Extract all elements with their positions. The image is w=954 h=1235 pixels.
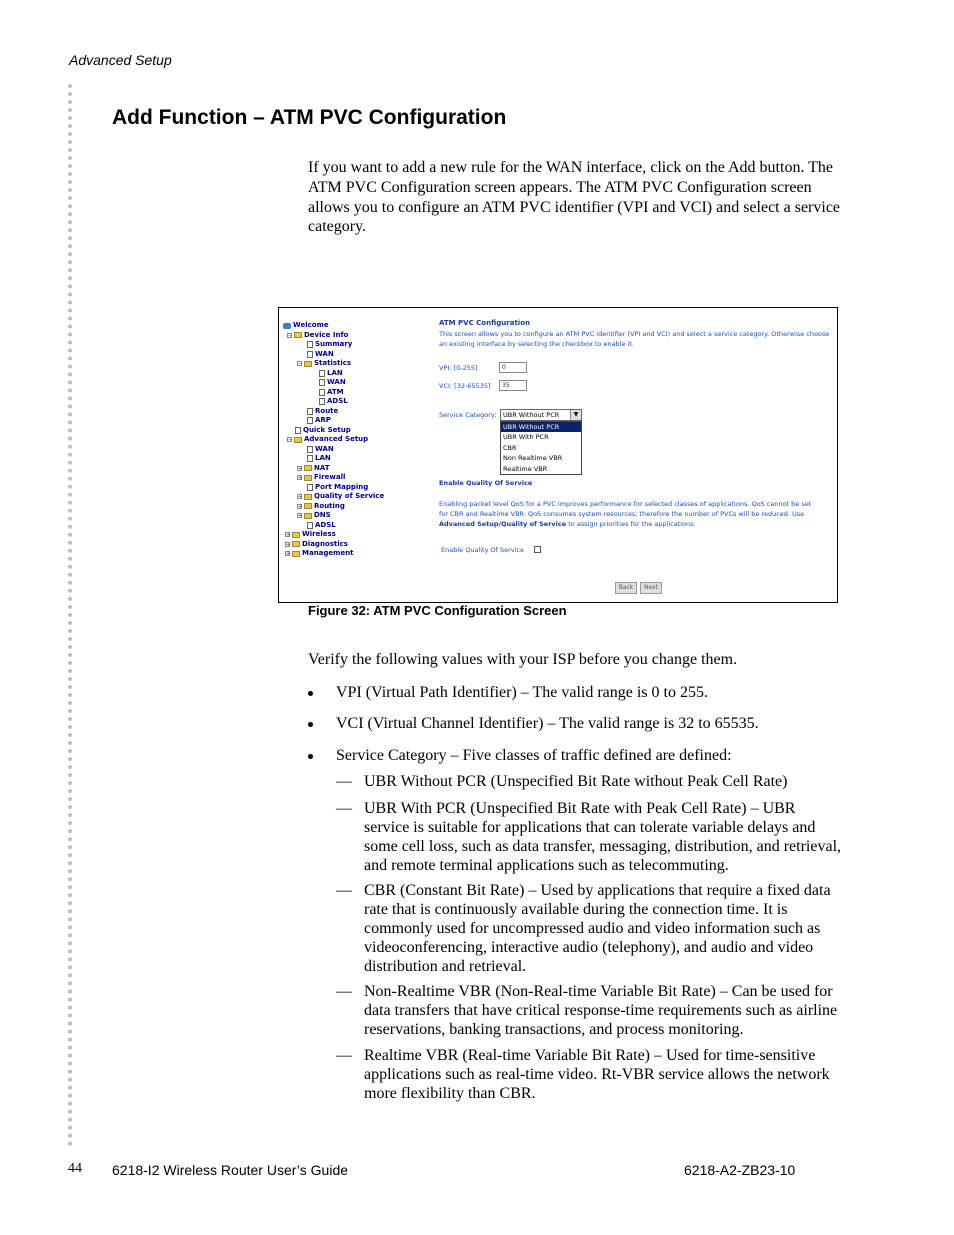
qos-checkbox[interactable]: [534, 546, 541, 553]
qos-settings-link[interactable]: Advanced Setup/Quality of Service: [439, 520, 567, 528]
running-head: Advanced Setup: [69, 52, 172, 68]
expand-icon[interactable]: +: [298, 503, 303, 510]
folder-icon: [304, 503, 312, 509]
footer-guide-title: 6218-I2 Wireless Router User’s Guide: [112, 1162, 349, 1178]
option-realtime-vbr[interactable]: Realtime VBR: [503, 464, 548, 473]
sub-item-text: Realtime VBR (Real-time Variable Bit Rate) – Used for time-sensitive applications such as real-time video. Rt-VBR service allows the network more flexibility than CBR.: [364, 1047, 830, 1102]
folder-icon: [304, 513, 312, 519]
collapse-icon[interactable]: −: [288, 332, 293, 339]
config-description: This screen allows you to configure an ATM PVC identifier (VPI and VCI) and select a service category. Otherwise choose an existing interface by selecting the checkbox to enable it.: [439, 330, 830, 348]
vci-label: VCI: [32-65535]: [439, 382, 491, 390]
sub-item-text: CBR (Constant Bit Rate) – Used by applications that require a fixed data rate that is continuously available during the connection time. It is commonly used for uncompressed audio and video information such as videoconferencing, interactive audio (telephony), and audio and video distribution and retrieval.: [364, 882, 831, 975]
service-category-select[interactable]: [500, 409, 582, 421]
globe-icon: [283, 323, 291, 329]
page-icon: [307, 446, 313, 453]
tree-item-welcome[interactable]: Welcome: [283, 321, 329, 330]
qos-text-2: for CBR and Realtime VBR. QoS consumes system resources; therefore the number of PVCs will be reduced. Use: [439, 510, 805, 518]
service-category-options: [500, 421, 582, 475]
qos-text-3-line: [439, 520, 696, 528]
tree-item-device-info[interactable]: − Device Info: [288, 330, 349, 339]
expand-icon[interactable]: +: [298, 494, 303, 500]
tree-item-adv-adsl[interactable]: ADSL: [307, 521, 336, 530]
bullet-dot: [308, 691, 313, 696]
page-icon: [319, 370, 325, 377]
option-ubr-with-pcr[interactable]: UBR With PCR: [503, 433, 549, 442]
tree-item-adv-wan[interactable]: WAN: [307, 445, 334, 454]
tree-item-wireless[interactable]: + Wireless: [286, 530, 336, 538]
collapse-icon[interactable]: −: [298, 361, 303, 367]
page-icon: [307, 484, 313, 491]
folder-icon: [294, 332, 302, 338]
tree-item-statistics[interactable]: − Statistics: [298, 359, 352, 367]
section-title: Add Function – ATM PVC Configuration: [112, 106, 507, 129]
tree-item-routing[interactable]: + Routing: [298, 501, 345, 510]
page-icon: [319, 389, 325, 396]
expand-icon[interactable]: +: [298, 513, 303, 519]
vpi-input[interactable]: 0: [499, 362, 527, 373]
qos-checkbox-label: Enable Quality Of Service: [441, 546, 524, 554]
sub-item-text: Non-Realtime VBR (Non-Real-time Variable Bit Rate) – Can be used for data transfers that have critical response-time requirements such as airline reservations, banking transactions, and process monitoring.: [364, 983, 838, 1038]
qos-text-1: Enabling packet level QoS for a PVC improves performance for selected classes of applications. QoS cannot be set: [439, 500, 812, 508]
tree-item-advanced-setup[interactable]: − Advanced Setup: [288, 435, 369, 443]
back-button[interactable]: Back: [615, 582, 637, 594]
expand-icon[interactable]: +: [298, 475, 303, 481]
bullet-text: Service Category – Five classes of traffic defined are defined:: [336, 747, 732, 764]
tree-item-stats-lan[interactable]: LAN: [319, 369, 343, 378]
page-icon: [295, 427, 301, 434]
tree-item-quick-setup[interactable]: Quick Setup: [295, 426, 351, 435]
page-icon: [307, 417, 313, 424]
folder-icon: [292, 551, 300, 557]
folder-icon: [292, 532, 300, 538]
bullet-text: VCI (Virtual Channel Identifier) – The valid range is 32 to 65535.: [336, 715, 759, 732]
qos-text-3: to assign priorities for the applications.: [566, 520, 696, 528]
option-non-realtime-vbr[interactable]: Non Realtime VBR: [503, 454, 563, 463]
intro-paragraph: If you want to add a new rule for the WAN interface, click on the Add button. The ATM PVC Configuration screen appears. The ATM PVC Configuration screen allows you to configure an ATM PVC identifier (VPI and VCI) and select a service category.: [308, 159, 841, 236]
tree-item-stats-atm[interactable]: ATM: [319, 388, 344, 397]
page-number: 44: [68, 1161, 82, 1176]
expand-icon[interactable]: +: [298, 465, 303, 472]
page-icon: [319, 398, 325, 405]
tree-item-summary[interactable]: Summary: [307, 340, 352, 349]
folder-icon: [304, 494, 312, 500]
nav-tree: [283, 321, 433, 591]
next-button[interactable]: Next: [640, 582, 662, 594]
page-icon: [319, 379, 325, 386]
dash-mark: —: [336, 800, 352, 817]
figure-caption: Figure 32: ATM PVC Configuration Screen: [308, 603, 567, 618]
folder-icon: [292, 541, 300, 547]
tree-item-arp[interactable]: ARP: [307, 416, 331, 425]
folder-icon: [304, 361, 312, 367]
dash-mark: —: [336, 983, 352, 1000]
margin-rule: [68, 84, 72, 1147]
tree-item-stats-wan[interactable]: WAN: [319, 378, 346, 387]
bullet-dot: [308, 722, 313, 727]
tree-item-adv-lan[interactable]: LAN: [307, 454, 331, 463]
tree-item-port-mapping[interactable]: Port Mapping: [307, 483, 368, 492]
option-ubr-without-pcr[interactable]: UBR Without PCR: [501, 422, 581, 432]
verify-text: Verify the following values with your ISP before you change them.: [308, 651, 738, 668]
page-icon: [307, 522, 313, 529]
page-icon: [307, 351, 313, 358]
service-category-selected: UBR Without PCR: [503, 411, 560, 419]
folder-icon: [304, 475, 312, 481]
dash-mark: —: [336, 1047, 352, 1064]
folder-icon: [304, 465, 312, 471]
tree-item-management[interactable]: + Management: [286, 549, 354, 557]
page-icon: [307, 341, 313, 348]
chevron-down-icon[interactable]: ▼: [570, 410, 581, 420]
footer-doc-code: 6218-A2-ZB23-10: [684, 1162, 796, 1178]
expand-icon[interactable]: +: [286, 532, 291, 538]
expand-icon[interactable]: +: [286, 541, 291, 548]
bullet-dot: [308, 754, 313, 759]
tree-item-firewall[interactable]: + Firewall: [298, 473, 346, 481]
page-icon: [307, 455, 313, 462]
config-title: ATM PVC Configuration: [439, 319, 530, 327]
qos-heading: Enable Quality Of Service: [439, 479, 533, 487]
sub-item-text: UBR With PCR (Unspecified Bit Rate with Peak Cell Rate) – UBR service is suitable for applications that can tolerate variable delays and some cell loss, such as data transfer, messaging, distribution, and retrieval, and remote terminal applications such as telecommuting.: [364, 800, 842, 874]
dash-mark: —: [336, 882, 352, 899]
tree-item-nat[interactable]: + NAT: [298, 463, 330, 472]
bullet-text: VPI (Virtual Path Identifier) – The valid range is 0 to 255.: [336, 684, 708, 701]
folder-icon: [294, 437, 302, 443]
tree-item-quality-of-service[interactable]: + Quality of Service: [298, 492, 385, 500]
dash-mark: —: [336, 773, 352, 790]
page-icon: [307, 408, 313, 415]
option-cbr[interactable]: CBR: [503, 443, 517, 452]
sub-item-text: UBR Without PCR (Unspecified Bit Rate without Peak Cell Rate): [364, 773, 788, 790]
collapse-icon[interactable]: −: [288, 437, 293, 443]
service-category-label: Service Category:: [439, 411, 497, 419]
figure-screenshot: [278, 307, 838, 603]
vci-input[interactable]: 35: [499, 380, 527, 391]
vpi-label: VPI: [0-255]: [439, 364, 478, 372]
tree-item-dns[interactable]: + DNS: [298, 511, 331, 519]
tree-item-route[interactable]: Route: [307, 407, 338, 416]
tree-item-wan[interactable]: WAN: [307, 350, 334, 359]
tree-item-stats-adsl[interactable]: ADSL: [319, 397, 348, 406]
tree-item-diagnostics[interactable]: + Diagnostics: [286, 539, 348, 548]
expand-icon[interactable]: +: [286, 551, 291, 557]
